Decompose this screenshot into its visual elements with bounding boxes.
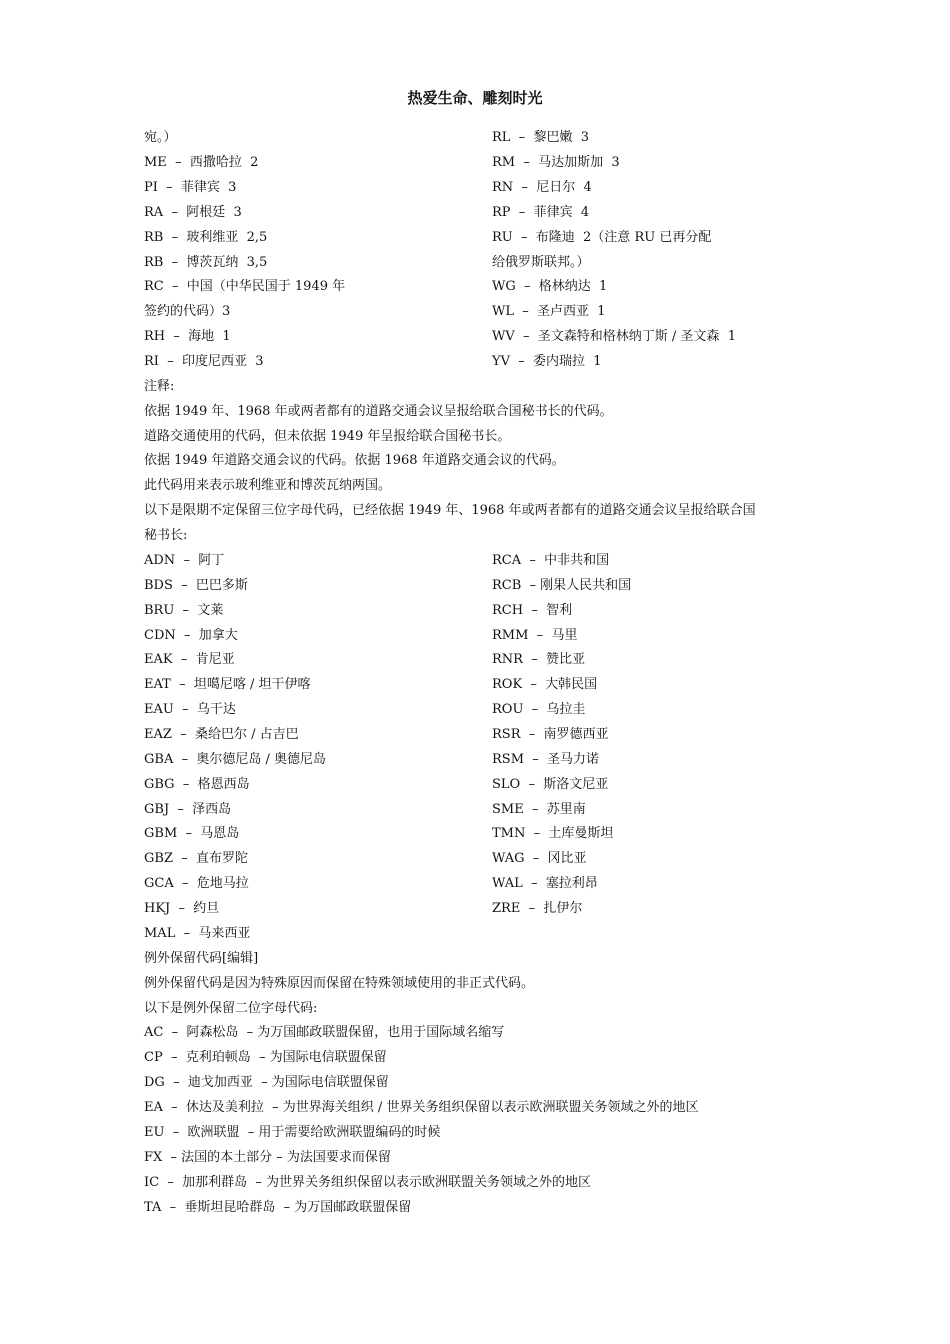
code-right-line: ROK – 大韩民国 (492, 677, 598, 692)
top-left-line: 签约的代码）3 (144, 304, 231, 319)
code-left-line: EAZ – 桑给巴尔 / 占吉巴 (144, 727, 299, 742)
exception-line: FX – 法国的本土部分 – 为法国要求而保留 (144, 1150, 391, 1165)
top-left-line: PI – 菲律宾 3 (144, 180, 237, 195)
code-left-line: ADN – 阿丁 (144, 553, 225, 568)
top-right-line: RP – 菲律宾 4 (492, 205, 590, 220)
code-left-line: GCA – 危地马拉 (144, 876, 249, 891)
note-line: 依据 1949 年、1968 年或两者都有的道路交通会议呈报给联合国秘书长的代码。 (144, 404, 613, 419)
code-right-line: ZRE – 扎伊尔 (492, 901, 583, 916)
top-right-line: RU – 布隆迪 2（注意 RU 已再分配 (492, 230, 712, 245)
code-right-line: RSR – 南罗德西亚 (492, 727, 609, 742)
code-right-line: RCA – 中非共和国 (492, 553, 610, 568)
code-left-line: BDS – 巴巴多斯 (144, 578, 248, 593)
top-right-line: RL – 黎巴嫩 3 (492, 130, 589, 145)
exception-line: DG – 迪戈加西亚 – 为国际电信联盟保留 (144, 1075, 389, 1090)
page-title: 热爱生命、雕刻时光 (407, 89, 543, 107)
exception-line: TA – 垂斯坦昆哈群岛 – 为万国邮政联盟保留 (144, 1200, 412, 1215)
exception-line: EA – 休达及美利拉 – 为世界海关组织 / 世界关务组织保留以表示欧洲联盟关务领域之外的地区 (144, 1100, 699, 1115)
code-right-line: ROU – 乌拉圭 (492, 702, 586, 717)
code-left-line: MAL – 马来西亚 (144, 926, 251, 941)
top-right-line: WL – 圣卢西亚 1 (492, 304, 606, 319)
code-right-line: RMM – 马里 (492, 628, 578, 643)
exception-line: 以下是例外保留二位字母代码: (144, 1001, 318, 1016)
code-left-line: HKJ – 约旦 (144, 901, 220, 916)
top-left-line: RI – 印度尼西亚 3 (144, 354, 264, 369)
code-right-line: RCH – 智利 (492, 603, 573, 618)
exception-line: 例外保留代码是因为特殊原因而保留在特殊领域使用的非正式代码。 (144, 976, 535, 991)
top-right-line: RN – 尼日尔 4 (492, 180, 592, 195)
code-right-line: SLO – 斯洛文尼亚 (492, 777, 609, 792)
exception-line: AC – 阿森松岛 – 为万国邮政联盟保留，也用于国际域名缩写 (144, 1025, 505, 1040)
exception-heading: 例外保留代码[编辑] (144, 951, 259, 966)
exception-line: CP – 克利珀顿岛 – 为国际电信联盟保留 (144, 1050, 387, 1065)
note-line: 道路交通使用的代码，但未依据 1949 年呈报给联合国秘书长。 (144, 429, 511, 444)
top-left-line: 宛。） (144, 130, 177, 145)
top-right-line: 给俄罗斯联邦。） (492, 255, 590, 270)
top-right-line: YV – 委内瑞拉 1 (492, 354, 602, 369)
code-left-line: GBZ – 直布罗陀 (144, 851, 249, 866)
code-left-line: EAU – 乌干达 (144, 702, 236, 717)
top-right-line: WV – 圣文森特和格林纳丁斯 / 圣文森 1 (492, 329, 736, 344)
top-left-line: RB – 玻利维亚 2,5 (144, 230, 268, 245)
code-right-line: WAG – 冈比亚 (492, 851, 587, 866)
notes-heading: 注释: (144, 379, 175, 394)
code-left-line: EAT – 坦噶尼喀 / 坦干伊喀 (144, 677, 311, 692)
code-left-line: GBG – 格恩西岛 (144, 777, 250, 792)
code-left-line: GBM – 马恩岛 (144, 826, 240, 841)
code-right-line: RCB – 刚果人民共和国 (492, 578, 632, 593)
top-left-line: RB – 博茨瓦纳 3,5 (144, 255, 268, 270)
top-left-line: RC – 中国（中华民国于 1949 年 (144, 279, 346, 294)
top-left-line: ME – 西撒哈拉 2 (144, 155, 259, 170)
note-line: 此代码用来表示玻利维亚和博茨瓦纳两国。 (144, 478, 392, 493)
code-right-line: RSM – 圣马力诺 (492, 752, 600, 767)
code-right-line: SME – 苏里南 (492, 802, 586, 817)
code-right-line: WAL – 塞拉利昂 (492, 876, 598, 891)
top-right-line: RM – 马达加斯加 3 (492, 155, 620, 170)
code-left-line: CDN – 加拿大 (144, 628, 238, 643)
code-left-line: GBJ – 泽西岛 (144, 802, 232, 817)
note-line: 依据 1949 年道路交通会议的代码。依据 1968 年道路交通会议的代码。 (144, 453, 565, 468)
code-left-line: EAK – 肯尼亚 (144, 652, 235, 667)
code-left-line: GBA – 奥尔德尼岛 / 奥德尼岛 (144, 752, 327, 767)
code-right-line: TMN – 土库曼斯坦 (492, 826, 614, 841)
note-line: 以下是限期不定保留三位字母代码，已经依据 1949 年、1968 年或两者都有的道路交通会议呈报给联合国 (144, 503, 756, 518)
code-right-line: RNR – 赞比亚 (492, 652, 585, 667)
code-left-line: BRU – 文莱 (144, 603, 224, 618)
top-right-line: WG – 格林纳达 1 (492, 279, 608, 294)
top-left-line: RH – 海地 1 (144, 329, 231, 344)
note-line: 秘书长: (144, 528, 188, 543)
exception-line: EU – 欧洲联盟 – 用于需要给欧洲联盟编码的时候 (144, 1125, 441, 1140)
exception-line: IC – 加那利群岛 – 为世界关务组织保留以表示欧洲联盟关务领域之外的地区 (144, 1175, 592, 1190)
top-left-line: RA – 阿根廷 3 (144, 205, 242, 220)
